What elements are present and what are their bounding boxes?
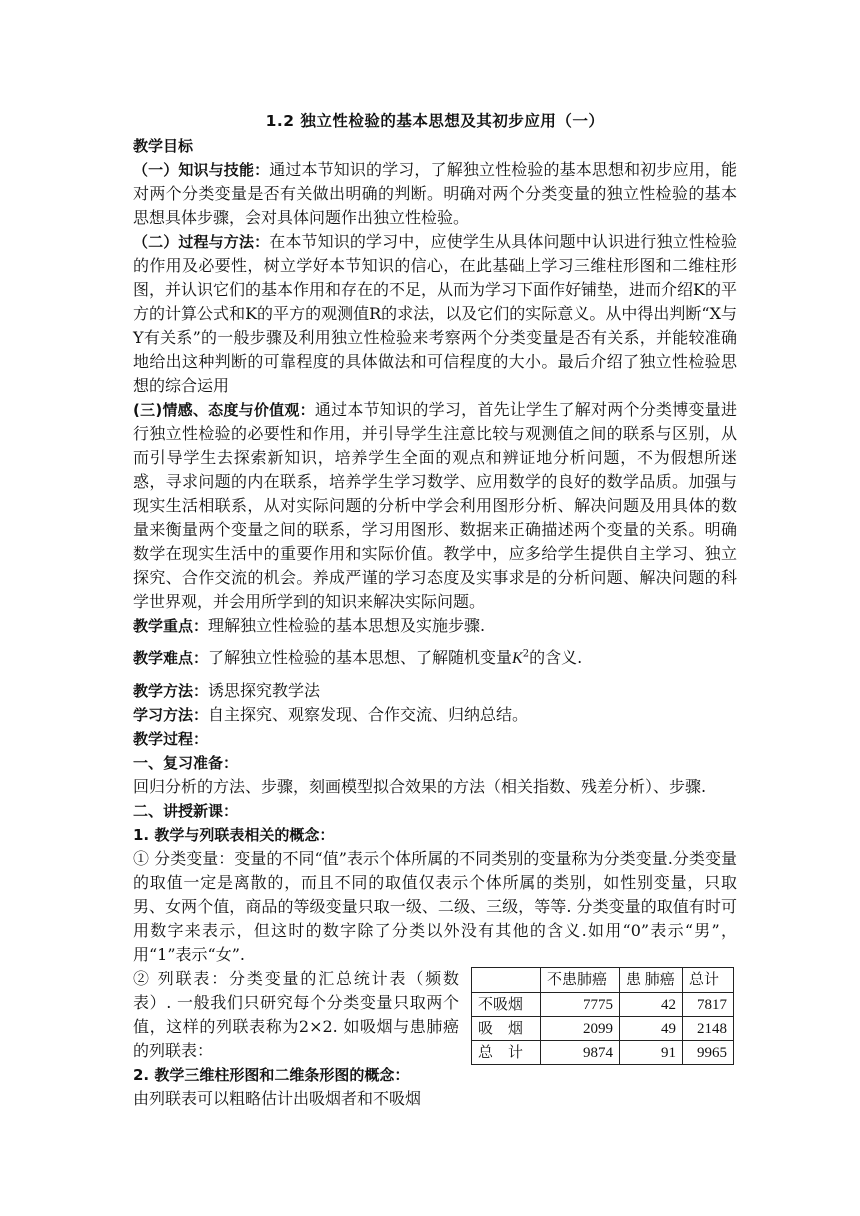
table-header-cell: 患 肺癌 — [620, 968, 683, 993]
difficulty-text-end: 的含义. — [529, 648, 583, 667]
section-heading-charts: 2. 教学三维柱形图和二维条形图的概念： — [133, 1066, 410, 1084]
teaching-method-text: 诱思探究教学法 — [208, 681, 321, 700]
difficulty-text: 了解独立性检验的基本思想、了解随机变量 — [208, 648, 513, 667]
table-row — [472, 1041, 734, 1065]
section-heading: 1. 教学与列联表相关的概念： — [133, 826, 335, 844]
key-point-text: 理解独立性检验的基本思想及实施步骤. — [208, 616, 486, 635]
contingency-table — [471, 967, 734, 1065]
table-row-label: 吸 烟 — [472, 1017, 541, 1041]
objective-attitude — [133, 398, 737, 614]
objective-label: （一）知识与技能： — [133, 161, 270, 179]
objective-process — [133, 230, 737, 398]
table-header-cell: 不患肺癌 — [541, 968, 620, 993]
contingency-section — [133, 967, 737, 1111]
key-point — [133, 614, 737, 638]
objectives-heading: 教学目标 — [133, 137, 194, 155]
table-row-label: 总 计 — [472, 1041, 541, 1065]
review-text: 回归分析的方法、步骤，刻画模型拟合效果的方法（相关指数、残差分析）、步骤. — [133, 777, 707, 796]
difficulty — [133, 646, 737, 671]
table-cell: 7775 — [541, 993, 620, 1017]
document-page — [133, 108, 737, 1111]
review-heading: 一、复习准备： — [133, 754, 239, 772]
objective-text: 通过本节知识的学习，首先让学生了解对两个分类博变量进行独立性检验的必要性和作用，并引导学生注意比较与观测值之间的联系与区别，从而引导学生去探索新知识，培养学生全面的观点和辨证地分析问题，不为假想所迷惑，寻求问题的内在联系，培养学生学习数学、应用数学的良好的数学品质。加强与现实生活相联系，从对实际问题的分析中学会利用图形分析、解决问题及用具体的数量来衡量两个变量之间的联系，学习用图形、数据来正确描述两个变量的关系。明确数学在现实生活中的重要作用和实际价值。教学中，应多给学生提供自主学习、独立探究、合作交流的机会。养成严谨的学习态度及实事求是的分析问题、解决问题的科学世界观，并会用所学到的知识来解决实际问题。 — [133, 400, 737, 611]
objective-knowledge — [133, 158, 737, 230]
key-point-label: 教学重点： — [133, 617, 209, 635]
contingency-text-column — [133, 967, 459, 1111]
table-cell: 7817 — [683, 993, 734, 1017]
concept-categorical-variable: ① 分类变量：变量的不同“值”表示个体所属的不同类别的变量称为分类变量.分类变量的取值一定是离散的，而且不同的取值仅表示个体所属的类别，如性别变量，只取男、女两个值，商品的等级变量只取一级、二级、三级，等等. 分类变量的取值有时可用数字来表示，但这时的数字除了分类以外没有其他的含义.如用“0”表示“男”，用“1”表示“女”. — [133, 849, 737, 964]
table-row — [472, 1017, 734, 1041]
teaching-method — [133, 679, 737, 703]
table-header-cell — [472, 968, 541, 993]
table-cell: 42 — [620, 993, 683, 1017]
table-cell: 9874 — [541, 1041, 620, 1065]
objective-text: 通过本节知识的学习，了解独立性检验的基本思想和初步应用，能对两个分类变量是否有关做出明确的判断。明确对两个分类变量的独立性检验的基本思想具体步骤，会对具体问题作出独立性检验。 — [133, 160, 737, 227]
variable-k: K — [512, 650, 523, 667]
charts-intro-text: 由列联表可以粗略估计出吸烟者和不吸烟 — [133, 1089, 422, 1108]
learning-method — [133, 703, 737, 727]
process-heading: 教学过程： — [133, 730, 209, 748]
new-lesson-heading: 二、讲授新课： — [133, 802, 239, 820]
table-cell: 9965 — [683, 1041, 734, 1065]
objective-text: 在本节知识的学习中，应使学生从具体问题中认识进行独立性检验的作用及必要性，树立学好本节知识的信心，在此基础上学习三维柱形图和二维柱形图，并认识它们的基本作用和存在的不足，从而为学习下面作好铺垫，进而介绍K的平方的计算公式和K的平方的观测值R的求法，以及它们的实际意义。从中得出判断“X与Y有关系”的一般步骤及利用独立性检验来考察两个分类变量是否有关系，并能较准确地给出这种判断的可靠程度的具体做法和可信程度的大小。最后介绍了独立性检验思想的综合运用 — [133, 232, 737, 395]
learning-method-label: 学习方法： — [133, 706, 209, 724]
concept-contingency-table: ② 列联表：分类变量的汇总统计表（频数表）. 一般我们只研究每个分类变量只取两个值，这样的列联表称为2×2. 如吸烟与患肺癌的列联表： — [133, 969, 459, 1060]
table-row-label: 不吸烟 — [472, 993, 541, 1017]
table-cell: 49 — [620, 1017, 683, 1041]
table-cell: 91 — [620, 1041, 683, 1065]
variable-k-exponent: 2 — [522, 648, 530, 660]
table-cell: 2099 — [541, 1017, 620, 1041]
table-row — [472, 993, 734, 1017]
learning-method-text: 自主探究、观察发现、合作交流、归纳总结。 — [208, 705, 529, 724]
teaching-method-label: 教学方法： — [133, 682, 209, 700]
table-header-row — [472, 968, 734, 993]
difficulty-label: 教学难点： — [133, 649, 209, 667]
document-title: 1.2 独立性检验的基本思想及其初步应用（一） — [265, 112, 605, 130]
objective-label: (三)情感、态度与价值观： — [133, 401, 315, 419]
table-cell: 2148 — [683, 1017, 734, 1041]
objective-label: （二）过程与方法： — [133, 233, 270, 251]
table-header-cell: 总计 — [683, 968, 734, 993]
